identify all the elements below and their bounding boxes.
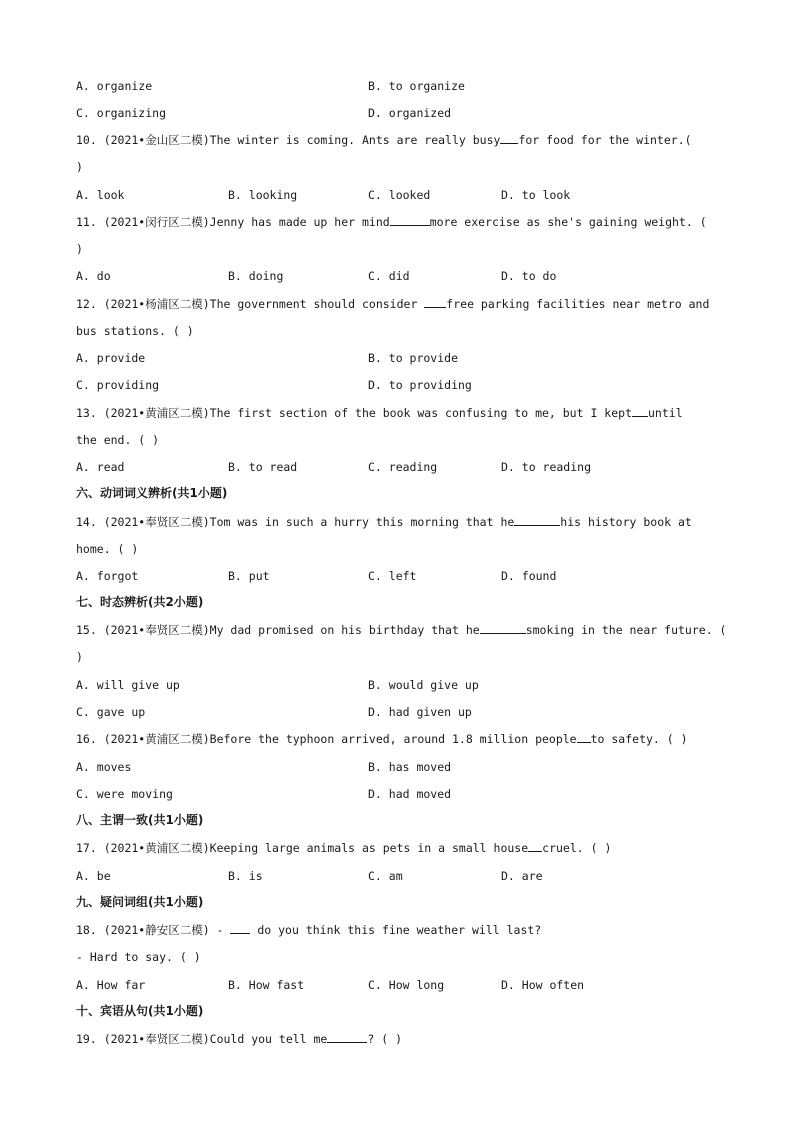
q17-options	[76, 868, 726, 884]
q16-option-d: D. had moved	[368, 787, 452, 801]
q18-continuation: - Hard to say. ( )	[76, 950, 201, 964]
q16-text-before: 16. (2021•黄浦区二模)Before the typhoon arrived, around 1.8 million people	[76, 732, 577, 746]
q13-option-d: D. to reading	[501, 460, 592, 474]
q14-continuation: home. ( )	[76, 542, 139, 556]
q10-blank	[500, 132, 518, 144]
q16-option-c: C. were moving	[76, 787, 173, 801]
q16-stem	[76, 731, 718, 747]
q9-option-b: B. to organize	[368, 79, 465, 93]
q15-option-a: A. will give up	[76, 678, 180, 692]
q17-stem	[76, 840, 718, 856]
q11-option-c: C. did	[368, 269, 410, 283]
q15-stem	[76, 622, 727, 638]
q13-option-b: B. to read	[228, 460, 298, 474]
q11-stem	[76, 214, 718, 230]
q14-blank	[514, 514, 560, 526]
q9-options-row-2	[76, 105, 726, 121]
q19-text-after: ? ( )	[367, 1032, 402, 1046]
q18-blank	[230, 922, 250, 934]
q9-option-c: C. organizing	[76, 106, 167, 120]
q11-option-a: A. do	[76, 269, 111, 283]
q13-stem	[76, 405, 718, 421]
q9-option-d: D. organized	[368, 106, 452, 120]
q13-blank	[632, 405, 648, 417]
q11-option-b: B. doing	[228, 269, 284, 283]
q12-option-c: C. providing	[76, 378, 160, 392]
q9-option-a: A. organize	[76, 79, 153, 93]
q11-close: )	[76, 242, 83, 256]
q18-options	[76, 977, 726, 993]
q12-options-row-1	[76, 350, 726, 366]
q14-option-d: D. found	[501, 569, 557, 583]
q10-close: )	[76, 160, 83, 174]
q17-text-before: 17. (2021•黄浦区二模)Keeping large animals as pets in a small house	[76, 841, 529, 855]
q12-text-before: 12. (2021•杨浦区二模)The government should consider	[76, 297, 425, 311]
q14-stem	[76, 514, 718, 530]
section-heading-10: 十、宾语从句(共1小题)	[76, 1004, 204, 1018]
q17-option-b: B. is	[228, 869, 263, 883]
q10-text-before: 10. (2021•金山区二模)The winter is coming. Ants are really busy	[76, 133, 501, 147]
q15-close: )	[76, 650, 83, 664]
q10-option-b: B. looking	[228, 188, 298, 202]
q17-blank	[528, 840, 542, 852]
q12-blank	[424, 296, 446, 308]
q14-options	[76, 568, 726, 584]
q13-option-a: A. read	[76, 460, 125, 474]
q14-text-before: 14. (2021•奉贤区二模)Tom was in such a hurry this morning that he	[76, 515, 515, 529]
q11-text-before: 11. (2021•闵行区二模)Jenny has made up her mind	[76, 215, 390, 229]
q19-blank	[327, 1031, 367, 1043]
section-heading-7: 七、时态辨析(共2小题)	[76, 595, 204, 609]
q12-stem	[76, 296, 718, 312]
q17-option-a: A. be	[76, 869, 111, 883]
q12-option-b: B. to provide	[368, 351, 459, 365]
q15-option-d: D. had given up	[368, 705, 472, 719]
q13-continuation: the end. ( )	[76, 433, 160, 447]
q14-option-c: C. left	[368, 569, 417, 583]
q16-blank	[577, 731, 591, 743]
section-heading-6: 六、动词词义辨析(共1小题)	[76, 486, 228, 500]
q17-option-d: D. are	[501, 869, 543, 883]
q15-options-row-2	[76, 704, 726, 720]
q9-options-row-1	[76, 78, 726, 94]
q15-option-c: C. gave up	[76, 705, 146, 719]
q10-option-d: D. to look	[501, 188, 571, 202]
q14-text-after: his history book at	[560, 515, 692, 529]
q18-option-a: A. How far	[76, 978, 146, 992]
q15-text-before: 15. (2021•奉贤区二模)My dad promised on his birthday that he	[76, 623, 480, 637]
q13-options	[76, 459, 726, 475]
q10-option-c: C. looked	[368, 188, 431, 202]
q18-stem	[76, 922, 718, 938]
section-heading-8: 八、主谓一致(共1小题)	[76, 813, 204, 827]
q10-text-after: for food for the winter.(	[518, 133, 692, 147]
q12-text-after: free parking facilities near metro and	[446, 297, 710, 311]
q11-text-after: more exercise as she's gaining weight. (	[429, 215, 707, 229]
q14-option-b: B. put	[228, 569, 270, 583]
q18-option-b: B. How fast	[228, 978, 305, 992]
q19-stem	[76, 1031, 718, 1047]
q16-options-row-2	[76, 786, 726, 802]
q10-options	[76, 187, 726, 203]
q15-blank	[480, 622, 526, 634]
q13-text-after: until	[648, 406, 683, 420]
q16-text-after: to safety. ( )	[590, 732, 688, 746]
q12-option-d: D. to providing	[368, 378, 472, 392]
section-heading-9: 九、疑问词组(共1小题)	[76, 895, 204, 909]
q12-options-row-2	[76, 377, 726, 393]
q17-option-c: C. am	[368, 869, 403, 883]
q10-option-a: A. look	[76, 188, 125, 202]
q13-option-c: C. reading	[368, 460, 438, 474]
q18-text-before: 18. (2021•静安区二模) -	[76, 923, 231, 937]
q17-text-after: cruel. ( )	[542, 841, 612, 855]
q18-option-c: C. How long	[368, 978, 445, 992]
q16-option-b: B. has moved	[368, 760, 452, 774]
q16-option-a: A. moves	[76, 760, 132, 774]
q12-option-a: A. provide	[76, 351, 146, 365]
q10-stem	[76, 132, 718, 148]
q11-options	[76, 268, 726, 284]
q11-option-d: D. to do	[501, 269, 557, 283]
q15-option-b: B. would give up	[368, 678, 479, 692]
q18-option-d: D. How often	[501, 978, 585, 992]
q19-text-before: 19. (2021•奉贤区二模)Could you tell me	[76, 1032, 328, 1046]
q16-options-row-1	[76, 759, 726, 775]
q11-blank	[390, 214, 430, 226]
q12-continuation: bus stations. ( )	[76, 324, 194, 338]
q14-option-a: A. forgot	[76, 569, 139, 583]
q15-options-row-1	[76, 677, 726, 693]
q18-text-after: do you think this fine weather will last?	[250, 923, 542, 937]
q13-text-before: 13. (2021•黄浦区二模)The first section of the book was confusing to me, but I kept	[76, 406, 632, 420]
q15-text-after: smoking in the near future. (	[525, 623, 727, 637]
